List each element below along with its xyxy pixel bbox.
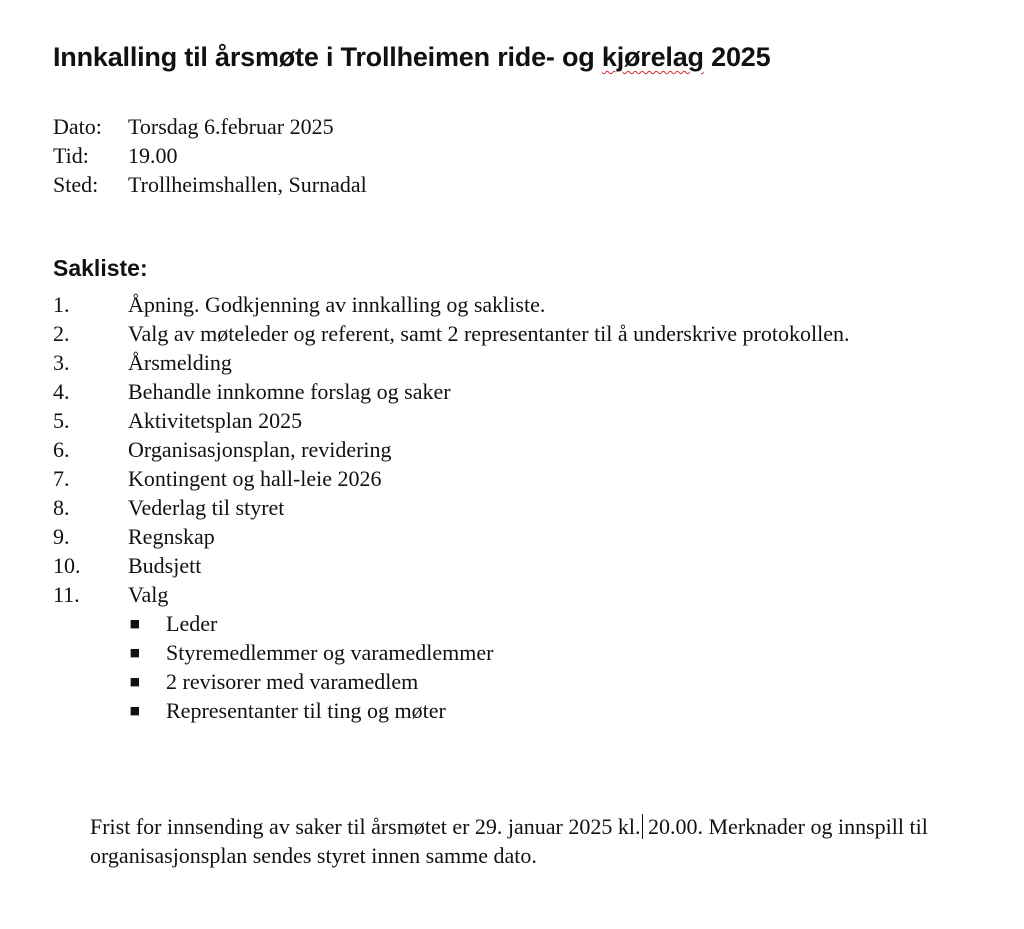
agenda-item: [53, 493, 933, 522]
sub-item-text: Styremedlemmer og varamedlemmer: [166, 640, 494, 665]
square-bullet-icon: ■: [129, 646, 140, 659]
sub-list-item: [53, 696, 933, 725]
agenda-text: Budsjett: [128, 553, 202, 578]
meta-row-tid: [53, 141, 367, 170]
meta-label: Sted:: [53, 172, 99, 197]
agenda-item: [53, 580, 933, 609]
title-flagged-word[interactable]: kjørelag: [601, 42, 704, 72]
title-suffix: 2025: [703, 42, 771, 72]
agenda-text: Regnskap: [128, 524, 215, 549]
sub-item-text: Leder: [166, 611, 218, 636]
meta-value: Trollheimshallen, Surnadal: [128, 172, 367, 197]
agenda-item: [53, 377, 933, 406]
square-bullet-icon: ■: [129, 675, 140, 688]
agenda-text: Valg av møteleder og referent, samt 2 representanter til å underskrive protokollen.: [128, 321, 850, 346]
meta-row-sted: [53, 170, 367, 199]
square-bullet-icon: ■: [129, 617, 140, 630]
meta-label: Dato:: [53, 114, 102, 139]
agenda-number: 8.: [53, 495, 70, 520]
sub-item-text: 2 revisorer med varamedlem: [166, 669, 419, 694]
agenda-item: [53, 551, 933, 580]
meta-value: 19.00: [128, 143, 178, 168]
meeting-details: [53, 112, 367, 199]
agenda-text: Aktivitetsplan 2025: [128, 408, 303, 433]
agenda-number: 9.: [53, 524, 70, 549]
agenda-item: [53, 319, 933, 348]
meta-row-dato: [53, 112, 367, 141]
agenda-text: Valg: [128, 582, 169, 607]
agenda-item: [53, 406, 933, 435]
agenda-number: 10.: [53, 553, 81, 578]
agenda-item: [53, 435, 933, 464]
sub-list-item: [53, 609, 933, 638]
agenda-number: 2.: [53, 321, 70, 346]
agenda-item: [53, 348, 933, 377]
document-title: [53, 42, 770, 73]
footer-text-part1: Frist for innsending av saker til årsmøtet er 29. januar 2025 kl.: [90, 814, 641, 839]
agenda-item: [53, 464, 933, 493]
agenda-item: [53, 522, 933, 551]
agenda-heading: Sakliste:: [53, 255, 148, 281]
agenda-number: 1.: [53, 292, 70, 317]
meta-value: Torsdag 6.februar 2025: [128, 114, 334, 139]
agenda-number: 3.: [53, 350, 70, 375]
square-bullet-icon: ■: [129, 704, 140, 717]
title-prefix: Innkalling til årsmøte i Trollheimen ride- og: [53, 42, 602, 72]
sub-list-item: [53, 667, 933, 696]
sub-list-item: [53, 638, 933, 667]
agenda-item: [53, 290, 933, 319]
valg-sublist: [53, 609, 933, 725]
agenda-text: Åpning. Godkjenning av innkalling og sakliste.: [128, 292, 546, 317]
submission-deadline-note: [90, 812, 950, 870]
agenda-text: Kontingent og hall-leie 2026: [128, 466, 382, 491]
agenda-list: [53, 290, 933, 725]
agenda-number: 11.: [53, 582, 80, 607]
agenda-text: Behandle innkomne forslag og saker: [128, 379, 451, 404]
footer-text-part2: 20.00. Merknader og innspill til organisasjonsplan sendes styret innen samme dato.: [90, 814, 928, 868]
agenda-number: 6.: [53, 437, 70, 462]
agenda-number: 7.: [53, 466, 70, 491]
agenda-text: Årsmelding: [128, 350, 232, 375]
agenda-number: 4.: [53, 379, 70, 404]
sub-item-text: Representanter til ting og møter: [166, 698, 446, 723]
valg-subitems: [53, 609, 933, 725]
agenda-text: Vederlag til styret: [128, 495, 285, 520]
agenda-text: Organisasjonsplan, revidering: [128, 437, 392, 462]
meta-label: Tid:: [53, 143, 89, 168]
agenda-number: 5.: [53, 408, 70, 433]
